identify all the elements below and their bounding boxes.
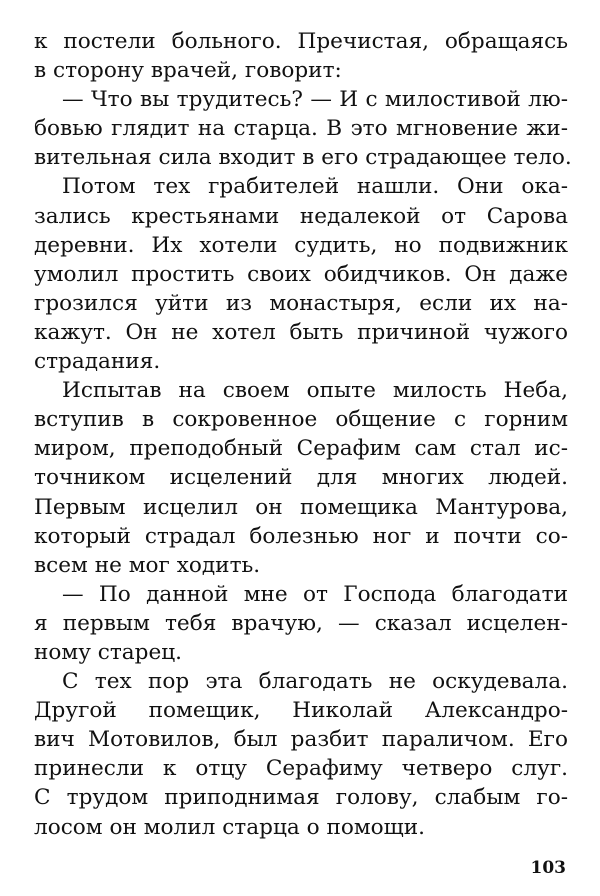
paragraph (34, 667, 568, 842)
text-line: точником исцелений для многих людей. (34, 465, 568, 491)
text-line: Испытав на своем опыте милость Неба, (62, 378, 568, 404)
text-line: С трудом приподнимая голову, слабым го- (34, 785, 568, 811)
text-line: ному старец. (34, 639, 183, 665)
text-line: к постели больного. Пречистая, обращаясь (34, 29, 568, 54)
text-line: миром, преподобный Серафим сам стал ис- (34, 436, 568, 462)
text-line: С тех пор эта благодать не оскудевала. (62, 669, 568, 695)
paragraph (34, 580, 568, 667)
text-line: деревни. Их хотели судить, но подвижник (34, 232, 568, 258)
text-line: который страдал болезнью ног и почти со- (34, 523, 568, 549)
text-line: принесли к отцу Серафиму четверо слуг. (34, 756, 568, 782)
paragraph (34, 376, 568, 580)
text-line: страдания. (34, 349, 161, 375)
text-line: вительная сила входит в его страдающее тело. (34, 145, 572, 171)
text-line: умолил простить своих обидчиков. Он даже (34, 261, 568, 287)
paragraph (34, 172, 568, 376)
text-line: бовью глядит на старца. В это мгновение жи- (34, 116, 568, 142)
text-line: Другой помещик, Николай Александро- (34, 698, 568, 724)
text-line: Потом тех грабителей нашли. Они ока- (62, 174, 568, 200)
text-line: я первым тебя врачую, — сказал исцелен- (34, 610, 568, 636)
paragraph (34, 85, 572, 172)
text-line: в сторону врачей, говорит: (34, 58, 342, 84)
page-body (34, 27, 572, 842)
text-line: всем не мог ходить. (34, 552, 261, 578)
text-line: грозился уйти из монастыря, если их на- (34, 290, 568, 316)
text-line: Первым исцелил он помещика Мантурова, (34, 494, 568, 520)
text-line: вступив в сокровенное общение с горним (34, 407, 568, 433)
paragraph (34, 27, 568, 85)
text-line: кажут. Он не хотел быть причиной чужого (34, 319, 568, 345)
text-line: вич Мотовилов, был разбит параличом. Его (34, 727, 568, 753)
text-line: — По данной мне от Господа благодати (62, 581, 568, 607)
text-line: лосом он молил старца о помощи. (34, 814, 425, 840)
text-line: — Что вы трудитесь? — И с милостивой лю- (62, 87, 568, 113)
text-line: зались крестьянами недалекой от Сарова (34, 203, 568, 229)
page-number: 103 (530, 858, 566, 878)
